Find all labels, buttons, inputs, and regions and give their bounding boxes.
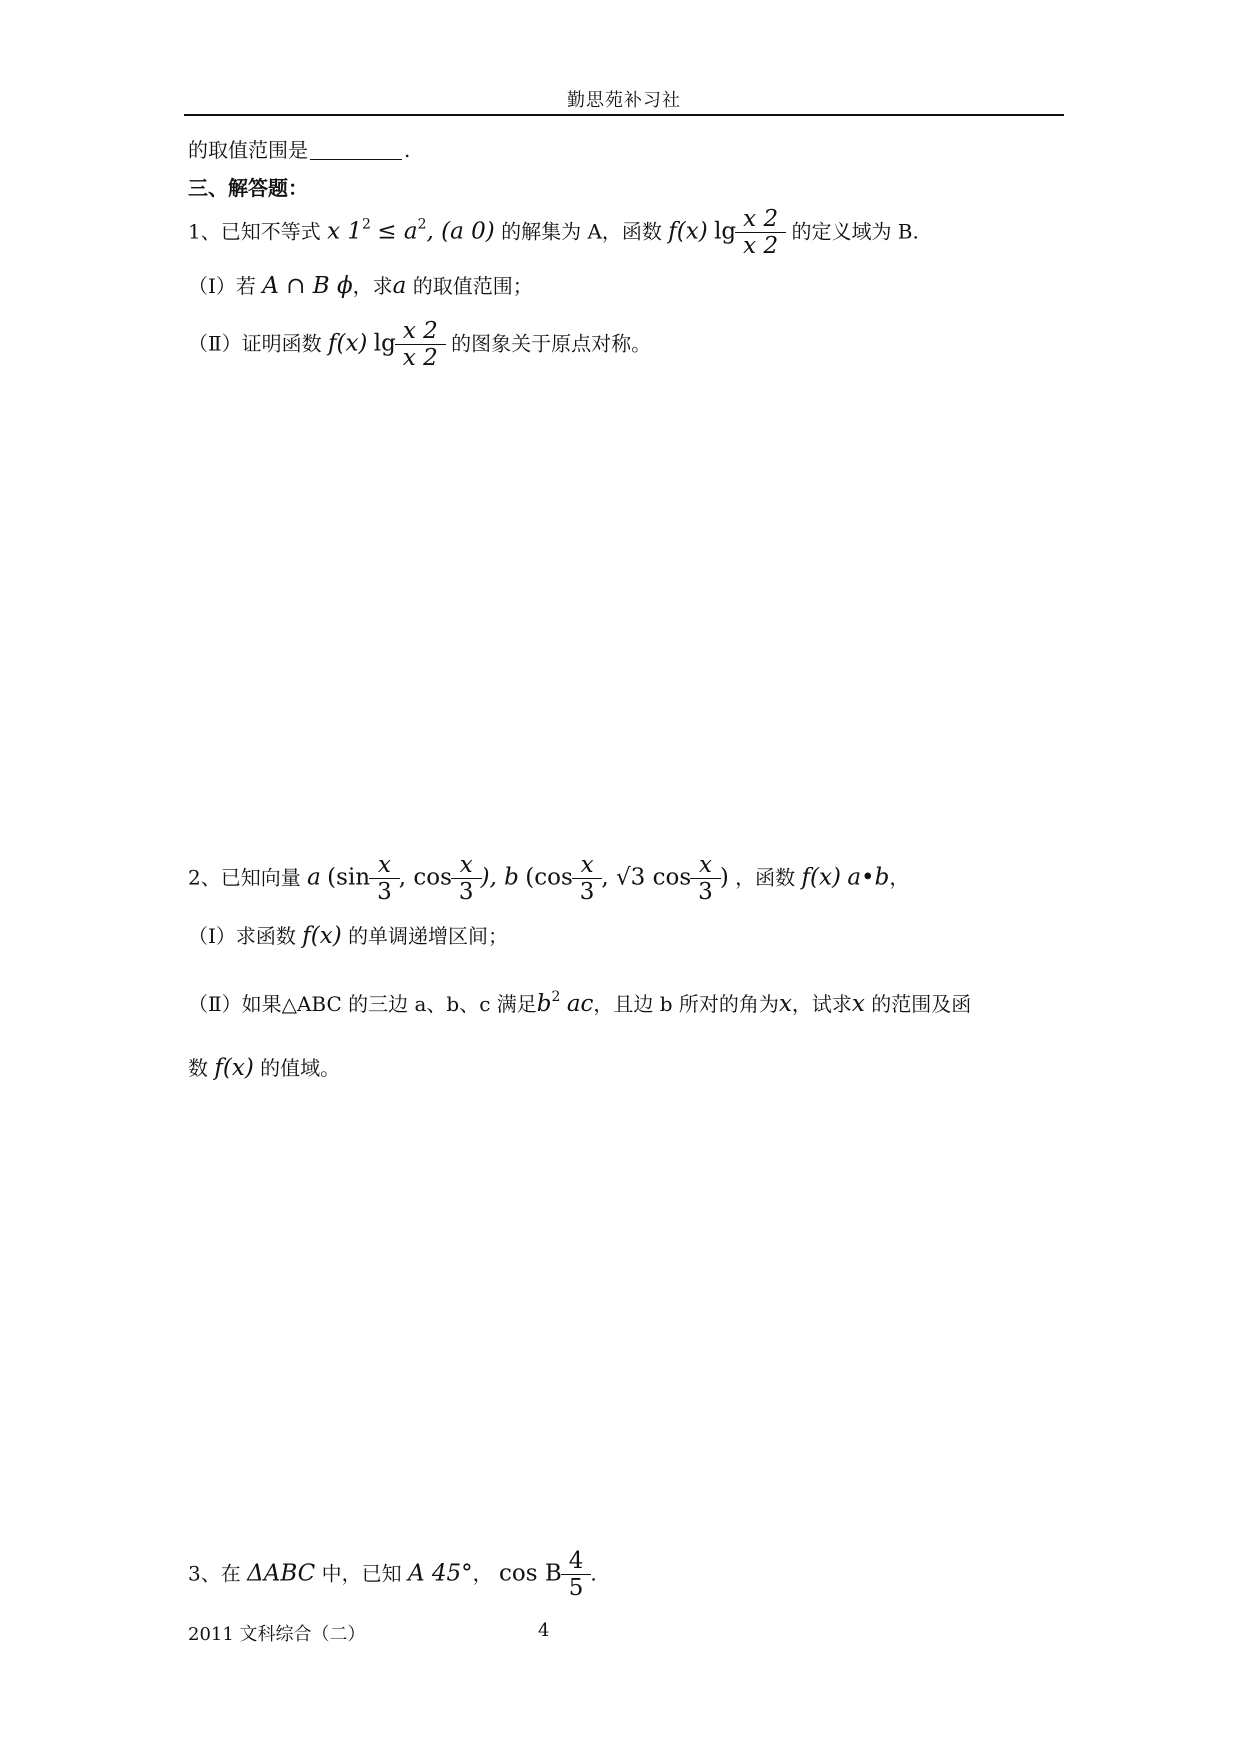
q3-frac-num: 4 — [568, 1548, 584, 1574]
q2-frac-3-num: x — [580, 852, 594, 878]
q1-part1-line — [188, 270, 533, 299]
q1-part2-fx: f(x) — [327, 330, 368, 357]
q3-period: . — [590, 1561, 597, 1586]
q2-frac-2-den: 3 — [451, 878, 482, 905]
q1-frac-num: x 2 — [743, 206, 779, 232]
footer-title: 2011 文科综合（二） — [188, 1624, 366, 1645]
q2-part1: （Ⅰ）求函数 — [188, 924, 296, 948]
q2-open-cos: (cos — [525, 864, 573, 891]
q2-close: ) — [719, 864, 729, 891]
q1-solution-text: 的解集为 A，函数 — [501, 219, 662, 244]
q3-triangle: ΔABC — [247, 1560, 316, 1587]
q2-cos: , cos — [398, 864, 452, 891]
q2-part2-x2: x — [851, 991, 865, 1017]
q1-fx: f(x) — [668, 218, 708, 245]
q2-frac-4-num: x — [699, 852, 712, 878]
q1-part2-line — [188, 318, 651, 372]
q2-vec-a: a — [307, 864, 321, 891]
q1-part1-expr: A ∩ B ϕ — [262, 273, 353, 299]
q2-part2-ac: ac — [566, 991, 594, 1017]
q2-part2-line — [188, 988, 971, 1017]
q2-part2-e: 的范围及函 — [871, 992, 972, 1016]
q2-part1-tail: 的单调递增区间； — [348, 924, 509, 948]
q1-exp-2b: 2 — [417, 216, 427, 233]
q1-ineq-expr: x 1 — [327, 218, 363, 245]
q2-close-b: ), b — [480, 864, 519, 891]
q2-frac-2 — [455, 852, 478, 906]
q1-lg: lg — [714, 218, 737, 245]
q2-comma: ， — [889, 865, 910, 890]
q1-part1-tail: 的取值范围； — [412, 274, 533, 298]
q2-sin: (sin — [327, 864, 371, 891]
q1-part2-frac-num: x 2 — [402, 318, 438, 344]
q1-exp-2a: 2 — [362, 216, 371, 233]
q1-domain-text: 的定义域为 B. — [791, 219, 919, 244]
q2-part2-a: （Ⅱ）如果△ABC 的三边 a、b、c 满足 — [188, 992, 537, 1016]
q2-part2-line2-b: 的值域。 — [260, 1056, 341, 1080]
q3-line — [188, 1548, 597, 1602]
section-title: 三、解答题： — [188, 176, 308, 200]
header-rule — [184, 114, 1064, 116]
q2-part2-x: x — [778, 991, 792, 1017]
continuation-period: . — [404, 138, 411, 162]
q2-part2-line2-a: 数 — [188, 1056, 208, 1080]
q1-part2-prefix: （Ⅱ）证明函数 — [188, 331, 322, 356]
q1-number: 1、已知不等式 — [188, 219, 321, 244]
q2-frac-3 — [576, 852, 599, 906]
q2-frac-3-den: 3 — [572, 878, 603, 905]
q1-part1-var: a — [392, 273, 407, 299]
q1-line — [188, 206, 919, 260]
q3-number: 3、在 — [188, 1561, 241, 1586]
q2-number: 2、已知向量 — [188, 865, 301, 890]
q1-ineq-tail: ≤ a — [377, 218, 418, 245]
q2-part2-d: ，试求 — [791, 992, 852, 1016]
q2-part1-line — [188, 920, 508, 949]
q2-fn-text: ，函数 — [735, 865, 796, 890]
q2-frac-1-den: 3 — [369, 878, 400, 905]
q2-part2-fx: f(x) — [214, 1055, 254, 1081]
q2-part2-line2 — [188, 1052, 340, 1081]
answer-blank — [310, 158, 402, 160]
q2-sqrt3cos: , √3 cos — [601, 864, 692, 891]
q1-part2-fraction — [399, 318, 442, 372]
q3-comma: ， — [472, 1561, 493, 1586]
page-number: 4 — [538, 1620, 550, 1641]
q2-frac-1-num: x — [377, 852, 391, 878]
q2-fx: f(x) — [801, 864, 841, 891]
q3-text-mid: 中，已知 — [321, 1561, 402, 1586]
q3-cosB: cos B — [499, 1560, 562, 1587]
q2-frac-1 — [373, 852, 396, 906]
continuation-text: 的取值范围是 — [188, 138, 308, 162]
q2-frac-2-num: x — [459, 852, 473, 878]
q1-ineq-cond: , (a 0) — [426, 218, 495, 245]
q2-exp-2: 2 — [551, 989, 561, 1005]
q1-fraction — [739, 206, 782, 260]
q2-product: a•b — [847, 864, 890, 891]
q1-part1-prefix: （Ⅰ）若 — [188, 274, 256, 298]
q2-frac-4 — [694, 852, 717, 906]
page-header: 勤思苑补习社 — [567, 90, 681, 111]
q2-part1-fx: f(x) — [302, 923, 342, 949]
q1-part2-tail: 的图象关于原点对称。 — [451, 331, 652, 356]
q1-part1-text: ，求 — [352, 274, 393, 298]
continuation-line — [188, 134, 410, 163]
q3-angle: A 45° — [407, 1560, 473, 1587]
q2-line — [188, 852, 909, 906]
q1-part2-lg: lg — [373, 330, 396, 357]
q3-fraction — [565, 1548, 588, 1602]
q1-part2-frac-den: x 2 — [395, 344, 446, 371]
q1-frac-den: x 2 — [735, 232, 786, 259]
q3-frac-den: 5 — [561, 1574, 592, 1601]
q2-part2-c: ，且边 b 所对的角为 — [593, 992, 779, 1016]
q2-frac-4-den: 3 — [690, 878, 721, 905]
q2-part2-b: b — [536, 991, 552, 1017]
